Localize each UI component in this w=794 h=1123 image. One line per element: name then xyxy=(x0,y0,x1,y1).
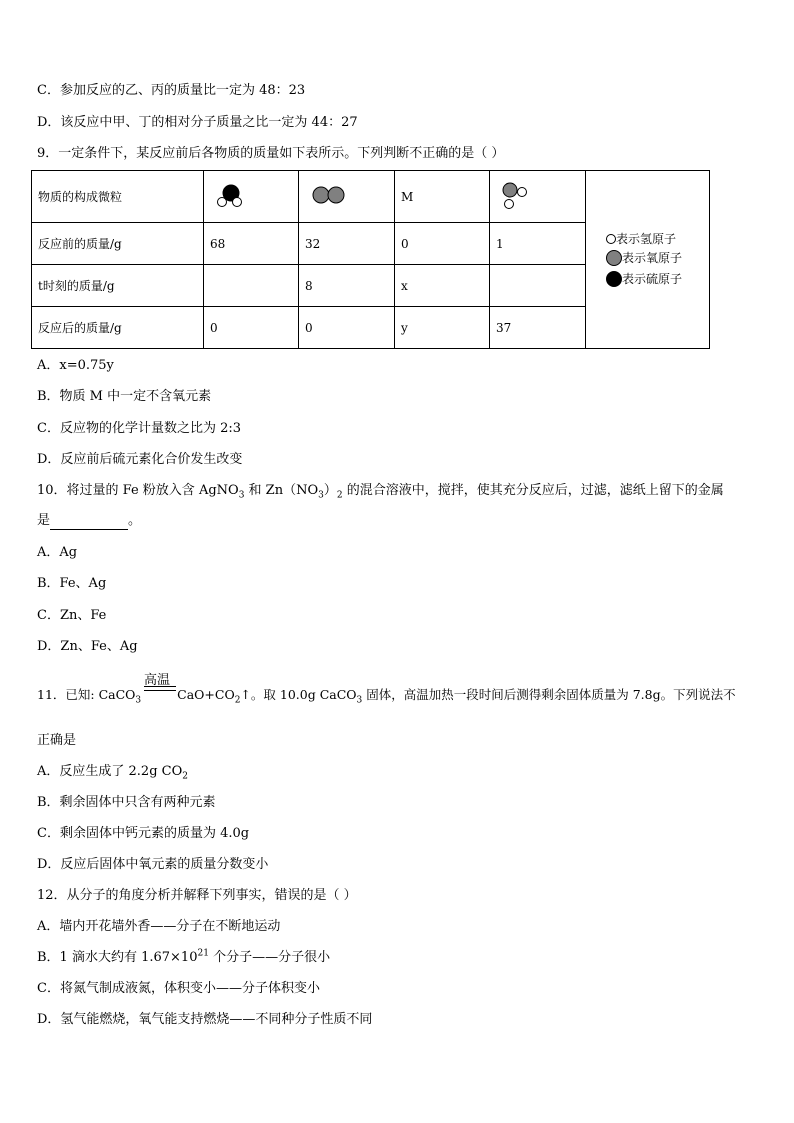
q11-option-d: D．反应后固体中氧元素的质量分数变小 xyxy=(37,857,269,872)
molecule-o2-icon xyxy=(305,178,345,212)
cell-m-header: M xyxy=(395,171,490,223)
q10-option-c: C．Zn、Fe xyxy=(37,608,107,623)
option-c-prev: C．参加反应的乙、丙的质量比一定为 48：23 xyxy=(37,83,306,98)
answer-blank[interactable] xyxy=(50,515,128,530)
q11-option-c: C．剩余固体中钙元素的质量为 4.0g xyxy=(37,826,250,841)
q10-option-a: A．Ag xyxy=(37,545,78,560)
q12-option-a: A．墙内开花墙外香——分子在不断地运动 xyxy=(37,919,281,934)
q10-part: 的混合溶液中，搅拌，使其充分反应后，过滤，滤纸上留下的金属 xyxy=(342,483,724,498)
cell-before-3: 0 xyxy=(395,223,490,265)
mass-table xyxy=(31,170,710,349)
legend-hydrogen xyxy=(606,230,676,247)
q11-part: 固体，高温加热一段时间后测得剩余固体质量为 7.8g。下列说法不 xyxy=(362,687,736,702)
legend-cell xyxy=(586,171,710,349)
q11-sub: 2 xyxy=(234,695,241,706)
legend-sulfur-label: 表示硫原子 xyxy=(622,271,683,286)
sulfur-atom-icon xyxy=(606,271,622,287)
molecule-o2-icon xyxy=(299,171,395,223)
q10-prefix: 是 xyxy=(37,513,51,528)
oxygen-atom-icon xyxy=(606,250,622,266)
cell-after-3: y xyxy=(395,307,490,349)
q9-option-c: C．反应物的化学计量数之比为 2:3 xyxy=(37,421,242,436)
q10-sub: 2 xyxy=(336,490,343,501)
cell-before-4: 1 xyxy=(490,223,586,265)
question-9: 9．一定条件下，某反应前后各物质的质量如下表所示。下列判断不正确的是（ ） xyxy=(37,146,505,161)
legend-oxygen-label: 表示氧原子 xyxy=(622,250,683,265)
q11-sub: 3 xyxy=(135,695,142,706)
q10-option-d: D．Zn、Fe、Ag xyxy=(37,639,138,654)
q9-option-b: B．物质 M 中一定不含氧元素 xyxy=(37,389,212,404)
q11-part: CaO+CO xyxy=(177,687,235,702)
q12b-sup: 21 xyxy=(197,948,209,959)
question-11 xyxy=(37,686,736,704)
cell-t-2: 8 xyxy=(299,265,395,307)
q11a-text: A．反应生成了 2.2g CO xyxy=(37,764,183,779)
q9-option-d: D．反应前后硫元素化合价发生改变 xyxy=(37,452,243,467)
question-10-cont xyxy=(37,512,141,530)
cell-after-2: 0 xyxy=(299,307,395,349)
molecule-h2s-icon xyxy=(210,178,250,212)
molecule-h2o-icon xyxy=(496,178,536,212)
molecule-h2o-icon xyxy=(490,171,586,223)
q11a-sub: 2 xyxy=(182,771,188,782)
cell-before-1: 68 xyxy=(204,223,299,265)
q10-part: 10．将过量的 Fe 粉放入含 AgNO xyxy=(37,483,239,498)
q11-part: 11．已知: CaCO xyxy=(37,687,136,702)
q10-part: ） xyxy=(323,483,337,498)
reaction-condition: 高温 xyxy=(144,673,171,688)
legend-oxygen xyxy=(606,249,682,267)
q10-suffix: 。 xyxy=(128,513,142,528)
row-label-particles: 物质的构成微粒 xyxy=(32,171,204,223)
molecule-h2s-icon xyxy=(204,171,299,223)
atom-legend xyxy=(592,230,709,290)
cell-t-1 xyxy=(204,265,299,307)
cell-t-4 xyxy=(490,265,586,307)
legend-hydrogen-label: 表示氢原子 xyxy=(616,231,677,246)
q12-option-d: D．氢气能燃烧，氧气能支持燃烧——不同种分子性质不同 xyxy=(37,1012,373,1027)
question-11-cont: 正确是 xyxy=(37,733,77,748)
q10-sub: 3 xyxy=(318,490,324,501)
q11-part: ↑。取 10.0g CaCO xyxy=(240,687,357,702)
q12b-text: 个分子——分子很小 xyxy=(208,950,331,965)
cell-after-4: 37 xyxy=(490,307,586,349)
q10-part: 和 Zn（NO xyxy=(244,483,319,498)
question-10 xyxy=(37,482,724,500)
q11-sub: 3 xyxy=(356,695,363,706)
legend-sulfur xyxy=(606,270,682,288)
q9-option-a: A．x=0.75y xyxy=(37,358,114,373)
q12-option-c: C．将氮气制成液氮，体积变小——分子体积变小 xyxy=(37,981,320,996)
row-label-after: 反应后的质量/g xyxy=(32,307,204,349)
q12-option-b xyxy=(37,949,330,967)
q10-sub: 3 xyxy=(238,490,245,501)
question-12: 12．从分子的角度分析并解释下列事实，错误的是（ ） xyxy=(37,888,357,903)
row-label-t: t时刻的质量/g xyxy=(32,265,204,307)
q10-option-b: B．Fe、Ag xyxy=(37,576,107,591)
q12b-text: B．1 滴水大约有 1.67×10 xyxy=(37,950,198,965)
cell-after-1: 0 xyxy=(204,307,299,349)
cell-t-3: x xyxy=(395,265,490,307)
option-d-prev: D．该反应中甲、丁的相对分子质量之比一定为 44：27 xyxy=(37,115,358,130)
hydrogen-atom-icon xyxy=(606,234,616,244)
q11-option-b: B．剩余固体中只含有两种元素 xyxy=(37,795,216,810)
cell-before-2: 32 xyxy=(299,223,395,265)
row-label-before: 反应前的质量/g xyxy=(32,223,204,265)
q11-option-a xyxy=(37,763,188,781)
